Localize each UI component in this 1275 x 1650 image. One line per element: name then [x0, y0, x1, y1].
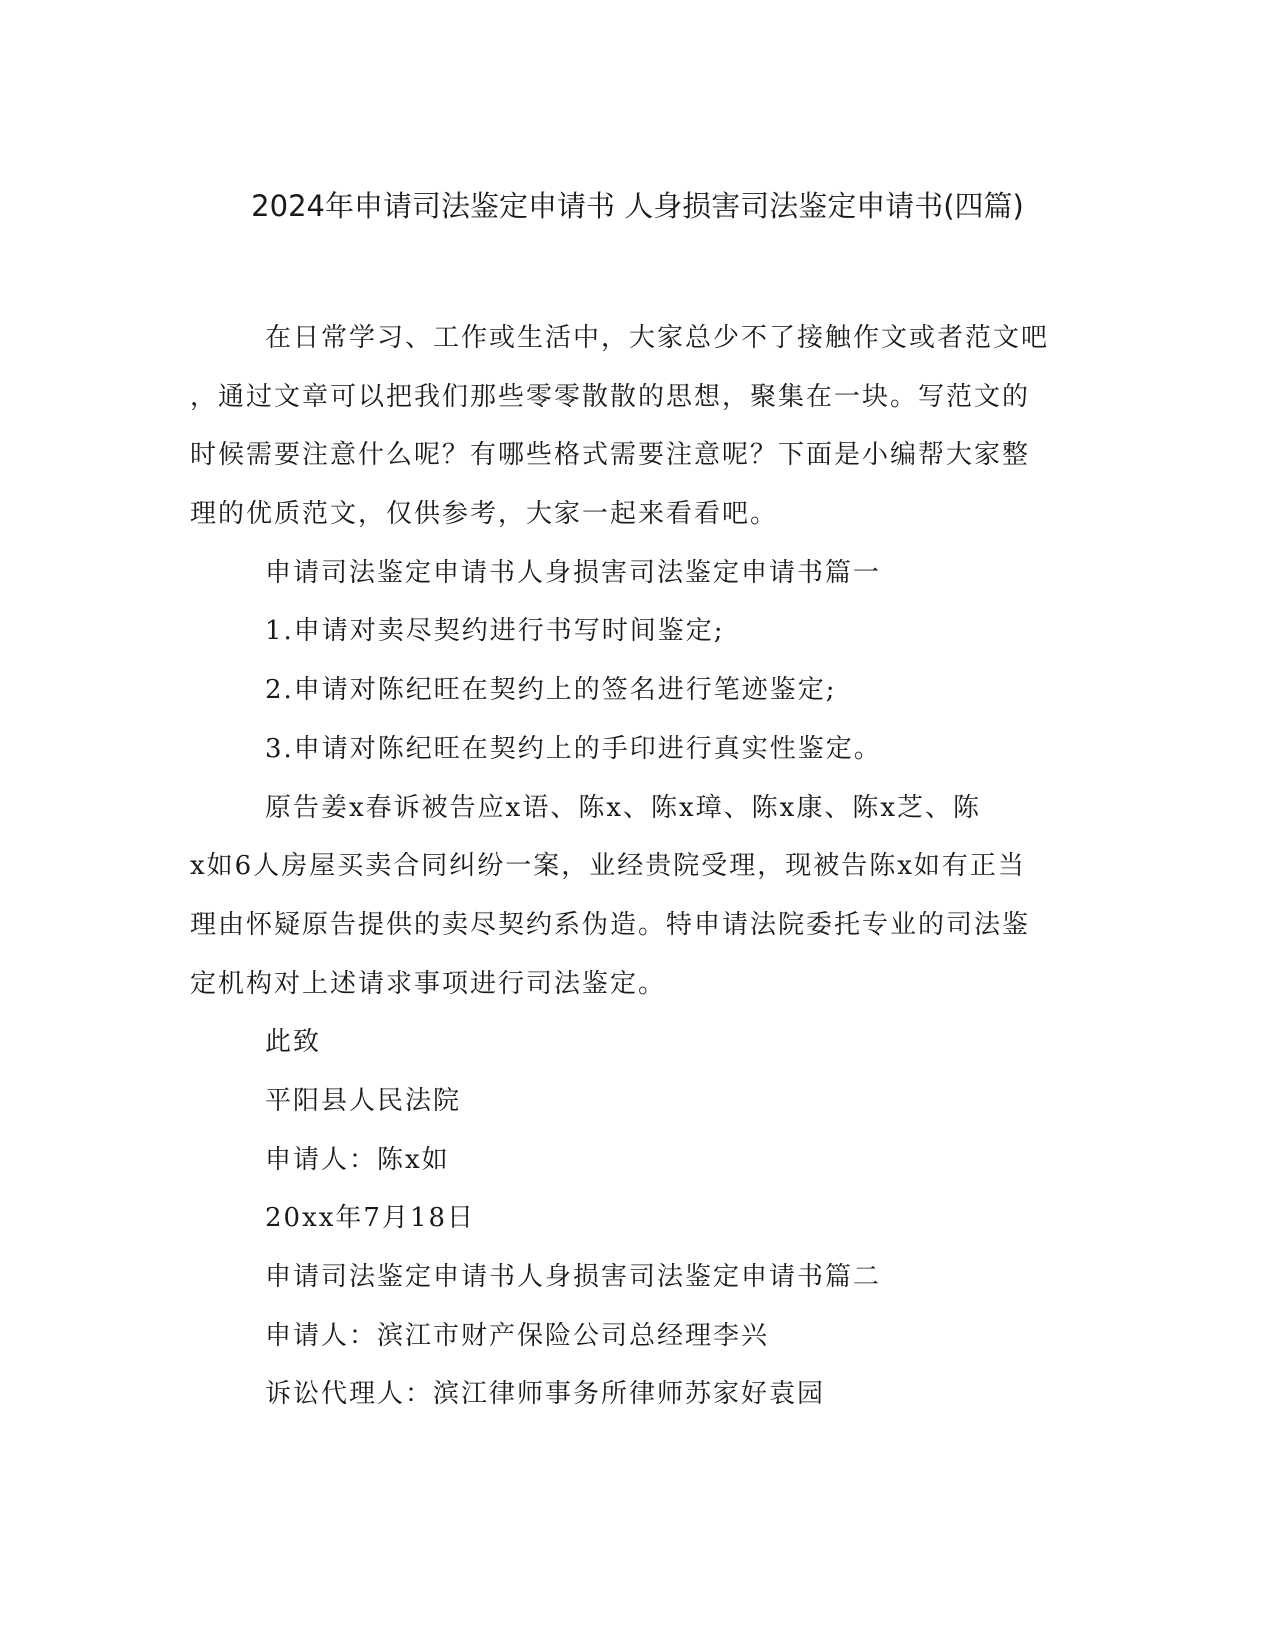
- agent-line: 诉讼代理人：滨江律师事务所律师苏家好袁园: [265, 1379, 826, 1409]
- request-item-1: 1.申请对卖尽契约进行书写时间鉴定;: [265, 616, 725, 646]
- intro-line-2: ，通过文章可以把我们那些零零散散的思想，聚集在一块。写范文的: [190, 382, 1031, 412]
- request-item-2: 2.申请对陈纪旺在契约上的签名进行笔迹鉴定;: [265, 675, 837, 705]
- intro-line-1: 在日常学习、工作或生活中，大家总少不了接触作文或者范文吧: [265, 323, 1050, 353]
- applicant-line: 申请人：滨江市财产保险公司总经理李兴: [265, 1321, 770, 1351]
- signature-date: 20xx年7月18日: [265, 1203, 476, 1233]
- applicant-signature: 申请人：陈x如: [265, 1145, 450, 1175]
- body-line-4: 定机构对上述请求事项进行司法鉴定。: [190, 969, 667, 999]
- section-heading-1: 申请司法鉴定申请书人身损害司法鉴定申请书篇一: [265, 558, 882, 588]
- request-item-3: 3.申请对陈纪旺在契约上的手印进行真实性鉴定。: [265, 734, 882, 764]
- body-line-1: 原告姜x春诉被告应x语、陈x、陈x璋、陈x康、陈x芝、陈: [265, 793, 981, 823]
- body-line-2: x如6人房屋买卖合同纠纷一案，业经贵院受理，现被告陈x如有正当: [190, 851, 1026, 881]
- intro-line-3: 时候需要注意什么呢？有哪些格式需要注意呢？下面是小编帮大家整: [190, 440, 1031, 470]
- section-heading-2: 申请司法鉴定申请书人身损害司法鉴定申请书篇二: [265, 1262, 882, 1292]
- recipient-court: 平阳县人民法院: [265, 1086, 462, 1116]
- intro-line-4: 理的优质范文，仅供参考，大家一起来看看吧。: [190, 499, 779, 529]
- document-title: 2024年申请司法鉴定申请书 人身损害司法鉴定申请书(四篇): [251, 189, 1024, 223]
- salutation: 此致: [265, 1027, 322, 1057]
- body-line-3: 理由怀疑原告提供的卖尽契约系伪造。特申请法院委托专业的司法鉴: [190, 910, 1031, 940]
